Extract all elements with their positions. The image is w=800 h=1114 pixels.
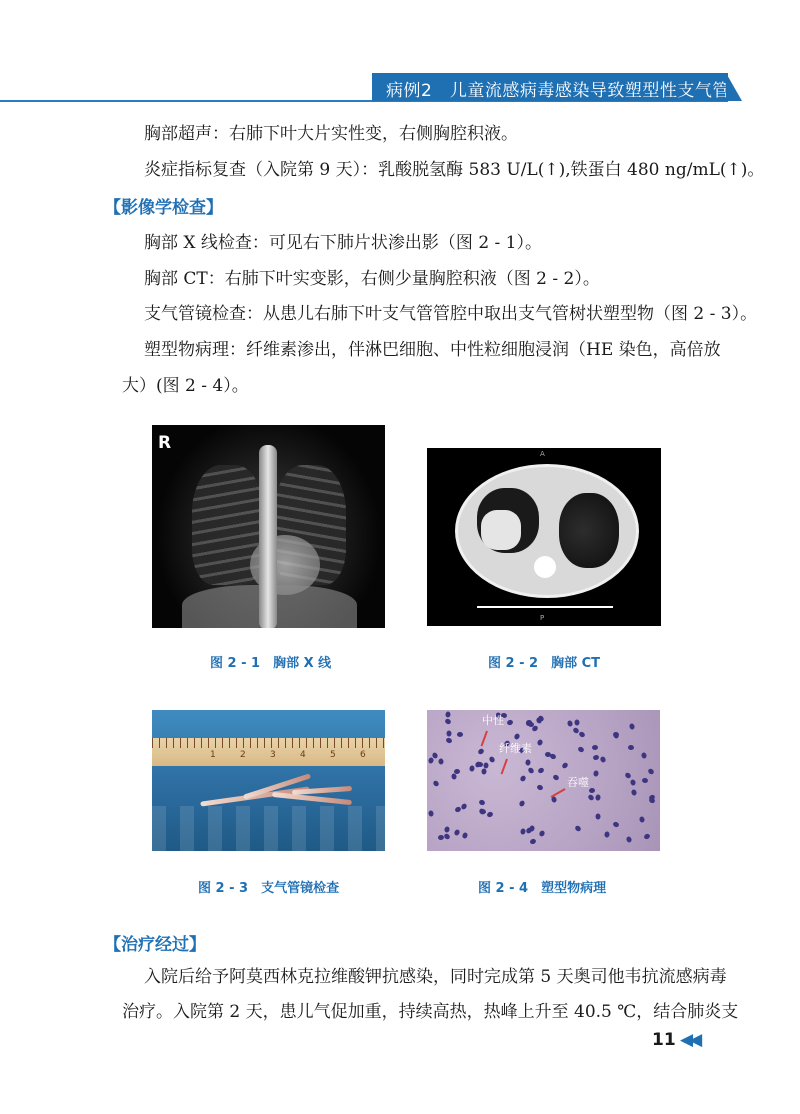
ct-consolidation [481,510,521,550]
ruler-number-6: 6 [360,750,366,760]
patho-nucleus [474,761,481,769]
ruler-number-1: 1 [210,750,216,760]
imaging-line-ct: 胸部 CT：右肺下叶实变影，右侧少量胸腔积液（图 2 - 2）。 [144,269,600,289]
patho-nucleus [438,758,444,764]
page-number: 11 [652,1030,676,1050]
section-title-imaging: 【影像学检查】 [104,198,223,218]
patho-nucleus [529,838,536,845]
ct-table-line [477,606,613,608]
patho-arrow-phagocytosis [551,788,566,798]
patho-nucleus [428,810,434,817]
patho-nucleus [518,800,525,808]
patho-nucleus [536,784,543,791]
cast-pad [152,806,385,851]
running-header [372,73,748,101]
patho-nucleus [595,794,601,801]
patho-nucleus [639,816,645,823]
patho-nucleus [578,731,586,739]
patho-nucleus [444,826,450,833]
patho-nucleus [599,756,606,764]
patho-nucleus [446,730,451,736]
ruler-number-5: 5 [330,750,336,760]
patho-nucleus [537,739,544,746]
treatment-line-1: 入院后给予阿莫西林克拉维酸钾抗感染，同时完成第 5 天奥司他韦抗流感病毒 [144,967,727,987]
patho-nucleus [577,746,585,753]
ct-vertebra [534,556,556,578]
imaging-line-bronchoscopy: 支气管镜检查：从患儿右肺下叶支气管管腔中取出支气管树状塑型物（图 2 - 3）。 [144,304,758,324]
patho-nucleus [593,770,599,777]
patho-nucleus [525,759,531,766]
patho-nucleus [457,732,463,737]
ct-marker-anterior: A [540,450,545,458]
patho-label-neutrophil: 中性 [482,714,504,727]
patho-nucleus [612,821,620,828]
treatment-line-2: 治疗。入院第 2 天，患儿气促加重，持续高热，热峰上升至 40.5 ℃，结合肺炎支 [122,1002,739,1022]
patho-nucleus [460,803,468,811]
cast-branch-lower [272,792,352,805]
patho-nucleus [469,765,475,772]
patho-nucleus [445,711,451,717]
patho-nucleus [628,745,634,750]
patho-nucleus [445,737,453,744]
patho-nucleus [567,720,574,727]
patho-nucleus [506,719,513,726]
figure-chest-xray [152,425,385,628]
figure-bronchial-cast [152,710,385,851]
imaging-line-pathology: 塑型物病理：纤维素渗出，伴淋巴细胞、中性粒细胞浸润（HE 染色，高倍放 [144,340,721,360]
figure-chest-ct [427,448,661,626]
caption-fig-2-2: 图 2 - 2 胸部 CT [488,656,600,671]
ct-marker-posterior: P [540,614,545,622]
figure-pathology [427,710,660,851]
patho-nucleus [538,830,545,838]
header-corner [726,73,742,101]
page-arrows-icon: ◀◀ [680,1030,699,1050]
patho-nucleus [589,788,596,794]
patho-nucleus [631,789,638,796]
xray-side-marker: R [158,433,172,453]
patho-label-fibrin: 纤维素 [499,742,532,755]
caption-fig-2-3: 图 2 - 3 支气管镜检查 [198,881,340,896]
patho-nucleus [432,780,440,788]
imaging-line-xray: 胸部 X 线检查：可见右下肺片状渗出影（图 2 - 1）。 [144,233,542,253]
patho-nucleus [486,811,494,818]
patho-nucleus [643,833,651,840]
patho-nucleus [574,825,582,833]
ruler-number-2: 2 [240,750,246,760]
patho-nucleus [626,836,633,843]
patho-arrow-neutrophil [481,731,488,747]
patho-nucleus [453,829,460,837]
patho-nucleus [587,794,595,802]
patho-nucleus [537,767,545,774]
patho-nucleus [438,835,444,841]
cast-ruler-ticks [152,738,385,748]
patho-nucleus [477,748,485,756]
patho-nucleus [629,723,636,730]
patho-nucleus [519,775,527,783]
patho-nucleus [488,756,495,764]
patho-nucleus [527,767,535,775]
patho-nucleus [462,832,469,839]
running-header-title: 病例2 儿童流感病毒感染导致塑型性支气管炎 [386,81,748,101]
patho-nucleus [552,774,560,781]
patho-nucleus [604,831,610,838]
patho-nucleus [481,768,486,774]
patho-nucleus [624,772,632,780]
caption-fig-2-1: 图 2 - 1 胸部 X 线 [210,656,332,671]
ruler-number-3: 3 [270,750,276,760]
patho-nucleus [443,833,451,841]
section-title-treatment: 【治疗经过】 [104,935,206,955]
patho-nucleus [574,719,579,725]
patho-nucleus [529,825,535,832]
patho-nucleus [593,754,600,760]
patho-nucleus [454,769,461,775]
imaging-line-pathology-cont: 大）(图 2 - 4）。 [122,376,249,396]
ct-left-lung [559,493,619,568]
ruler-number-4: 4 [300,750,306,760]
patho-nucleus [478,799,486,806]
patho-arrow-fibrin [501,759,508,775]
patho-nucleus [647,768,655,776]
patho-nucleus [596,814,601,820]
caption-fig-2-4: 图 2 - 4 塑型物病理 [478,881,607,896]
patho-label-phagocytosis: 吞噬 [567,776,589,789]
patho-nucleus [630,779,636,786]
patho-nucleus [641,752,647,759]
paragraph-ultrasound: 胸部超声：右肺下叶大片实性变，右侧胸腔积液。 [144,124,518,144]
patho-nucleus [592,745,599,751]
patho-nucleus [444,718,452,725]
paragraph-inflammation: 炎症指标复查（入院第 9 天）：乳酸脱氢酶 583 U/L(↑),铁蛋白 480 ng/mL(↑)。 [144,160,765,180]
patho-nucleus [642,778,648,784]
xray-spine [259,445,277,628]
patho-nucleus [549,753,557,760]
patho-nucleus [561,762,569,770]
